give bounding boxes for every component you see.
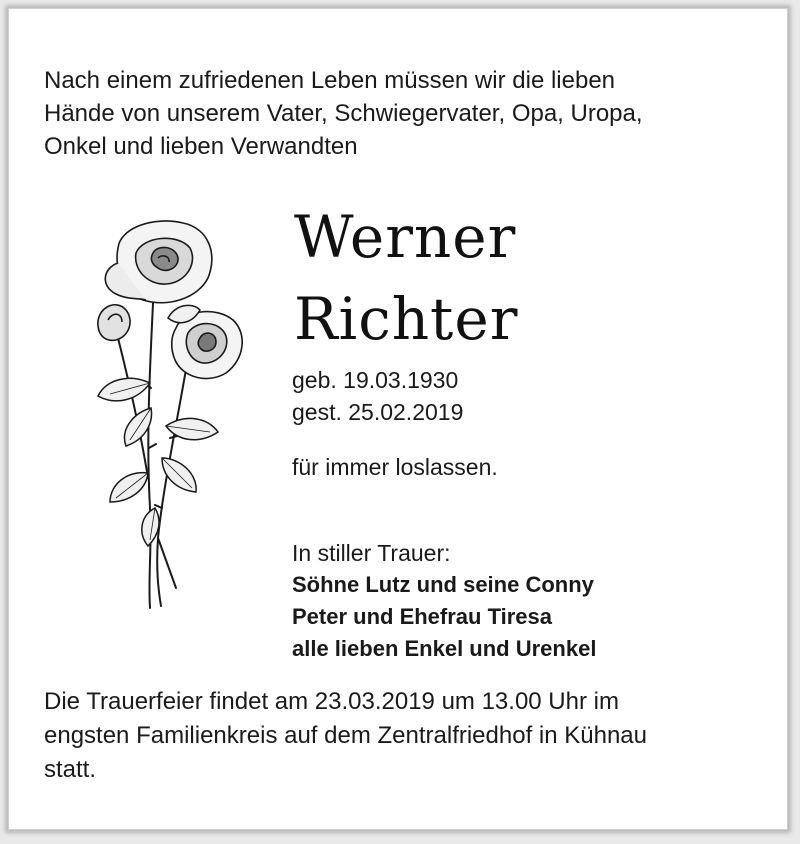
stem-icon (148, 303, 153, 608)
roses-icon (58, 208, 258, 618)
obituary-card (8, 8, 788, 830)
funeral-line: Die Trauerfeier findet am 23.03.2019 um 13.00 Uhr im (44, 688, 619, 715)
funeral-line: statt. (44, 756, 97, 783)
death-date: gest. 25.02.2019 (292, 399, 464, 425)
birth-date: geb. 19.03.1930 (292, 367, 459, 393)
stem-icon (118, 338, 148, 478)
mourning-heading: In stiller Trauer: (292, 540, 451, 566)
intro-text (44, 64, 764, 163)
intro-line: Onkel und lieben Verwandten (44, 133, 358, 160)
closing-phrase: für immer loslassen. (292, 454, 498, 480)
rose-bud-icon (98, 305, 130, 341)
mourner-name: Söhne Lutz und seine Conny (292, 572, 594, 597)
intro-line: Hände von unserem Vater, Schwiegervater, Opa, Uropa, (44, 100, 643, 127)
deceased-name (294, 196, 518, 360)
funeral-notice (44, 685, 764, 787)
deceased-last-name: Richter (294, 285, 519, 353)
funeral-line: engsten Familienkreis auf dem Zentralfriedhof in Kühnau (44, 722, 647, 749)
mourner-list (292, 569, 596, 665)
intro-line: Nach einem zufriedenen Leben müssen wir die lieben (44, 67, 616, 94)
rose-bloom-icon (105, 221, 212, 303)
mourner-name: alle lieben Enkel und Urenkel (292, 636, 597, 661)
deceased-first-name: Werner (294, 203, 517, 271)
mourner-name: Peter und Ehefrau Tiresa (292, 604, 553, 629)
life-dates (292, 364, 463, 428)
